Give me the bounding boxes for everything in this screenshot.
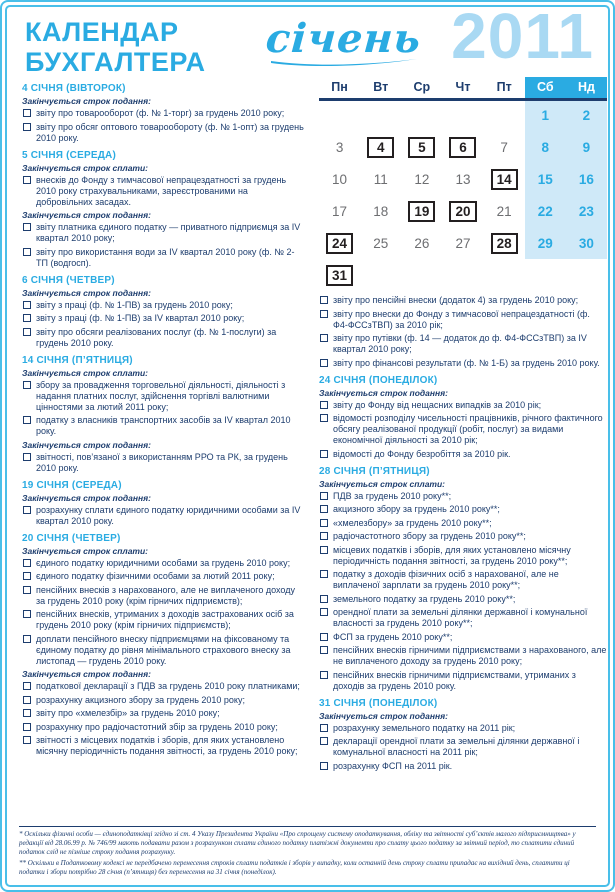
checkbox-icon[interactable] — [320, 334, 328, 342]
checklist-item — [22, 108, 306, 119]
checklist-item-text: акцизного збору за грудень 2010 року**; — [333, 504, 500, 514]
checklist-item-text: пенсійних внесків, утриманих з доходів застрахованих осіб за грудень 2010 року (крім гірничих підприємств); — [36, 609, 294, 630]
checklist-item — [22, 558, 306, 569]
footnote-tax-code: ** Оскільки в Податковому кодексі не передбачено перенесення строків сплати податків і зборів у випадку, коли останній день строку сплати припадає на вихідний день, сплатити ці податки і збори потрібно 28 січня (п’ятниця) без перенесення на 31 січня (понеділок). — [19, 859, 570, 876]
calendar-day-cell: 26 — [414, 235, 430, 251]
checklist-item-text: звіту з праці (ф. № 1-ПВ) за IV квартал 2010 року; — [36, 313, 245, 323]
month-title: січень — [264, 15, 424, 62]
calendar-day-cell: 13 — [455, 171, 471, 187]
checkbox-icon[interactable] — [23, 610, 31, 618]
checkbox-icon[interactable] — [320, 546, 328, 554]
calendar — [319, 77, 607, 291]
deadline-type-label: Закінчується строк подання: — [22, 210, 151, 220]
calendar-day-header: Сб — [525, 77, 566, 99]
checklist-item-text: орендної плати за земельні ділянки державної і комунальної власності за грудень 2010 року**; — [333, 607, 588, 628]
checklist-item-text: звіту про товарооборот (ф. № 1-торг) за грудень 2010 року; — [36, 108, 285, 118]
checkbox-icon[interactable] — [23, 572, 31, 580]
checkbox-icon[interactable] — [23, 123, 31, 131]
date-heading: 20 СІЧНЯ (ЧЕТВЕР) — [22, 532, 121, 544]
calendar-day-cell: 21 — [496, 203, 512, 219]
checkbox-icon[interactable] — [320, 646, 328, 654]
checklist-item-text: податкової декларації з ПДВ за грудень 2010 року платниками; — [36, 681, 300, 691]
calendar-day-cell: 2 — [566, 99, 607, 131]
checkbox-icon[interactable] — [320, 359, 328, 367]
checkbox-icon[interactable] — [320, 492, 328, 500]
deadline-day-box: 19 — [408, 201, 435, 222]
calendar-day-header: Чт — [442, 77, 483, 99]
date-heading: 28 СІЧНЯ (П’ЯТНИЦЯ) — [319, 465, 430, 477]
date-heading: 14 СІЧНЯ (П’ЯТНИЦЯ) — [22, 354, 133, 366]
checkbox-icon[interactable] — [23, 709, 31, 717]
checkbox-icon[interactable] — [23, 635, 31, 643]
checklist-item — [22, 722, 306, 733]
checkbox-icon[interactable] — [23, 453, 31, 461]
calendar-entry-section — [22, 355, 306, 474]
checklist-item — [22, 681, 306, 692]
checkbox-icon[interactable] — [320, 450, 328, 458]
calendar-week-row — [319, 227, 607, 259]
checklist-item-text: місцевих податків і зборів, для яких установлено місячну періодичність подання звітності, за грудень 2010 року**; — [333, 544, 571, 566]
checklist-item-text: збору за провадження торговельної діяльності, діяльності з надання платних послуг, здійснення торгівлі валютними цінностями за лютий 2011 року; — [36, 379, 286, 412]
checkbox-icon[interactable] — [320, 532, 328, 540]
calendar-entry-section — [22, 480, 306, 527]
checklist-item — [22, 708, 306, 719]
checklist-item — [22, 300, 306, 311]
calendar-day-cell: 7 — [500, 139, 508, 155]
checklist-item-text: пенсійних внесків гірничими підприємствами, утриманих з доходів за грудень 2010 року. — [333, 669, 576, 691]
calendar-day-cell: 30 — [566, 227, 607, 259]
calendar-day-header: Пн — [319, 77, 360, 99]
entries-column-right — [319, 295, 607, 774]
page-title-line1: КАЛЕНДАР — [25, 17, 179, 47]
month-title-wrap — [259, 15, 429, 68]
calendar-day-cell: 16 — [566, 163, 607, 195]
checklist-item — [319, 632, 607, 643]
deadline-type-label: Закінчується строк сплати: — [319, 478, 446, 489]
calendar-week-row — [319, 163, 607, 195]
checklist-item — [319, 518, 607, 529]
calendar-day-cell: 11 — [373, 171, 388, 187]
calendar-week-row — [319, 195, 607, 227]
calendar-day-cell — [401, 259, 442, 291]
checklist-item — [22, 505, 306, 527]
checkbox-icon[interactable] — [23, 248, 31, 256]
calendar-day-headers — [319, 77, 607, 99]
checklist-item-text: єдиного податку юридичними особами за грудень 2010 року; — [36, 557, 291, 568]
calendar-day-cell — [319, 259, 360, 291]
checkbox-icon[interactable] — [23, 559, 31, 567]
deadline-type-label: Закінчується строк подання: — [22, 96, 151, 106]
checklist-item — [22, 175, 306, 208]
checklist-item — [22, 735, 306, 757]
calendar-entry-section — [22, 275, 306, 349]
checklist-item-text: розрахунку про радіочастотний збір за грудень 2010 року; — [36, 721, 278, 732]
checklist-item — [22, 222, 306, 244]
deadline-day-box: 24 — [326, 233, 353, 254]
checklist-item-text: ПДВ за грудень 2010 року**; — [333, 490, 452, 501]
checkbox-icon[interactable] — [320, 595, 328, 603]
deadline-type-label: Закінчується строк подання: — [319, 387, 448, 398]
calendar-day-cell — [442, 195, 483, 227]
checklist-item — [319, 569, 607, 591]
checklist-item — [319, 594, 607, 605]
checklist-item-text: пенсійних внесків гірничими підприємствами з нарахованого, але не виплаченого доходу за грудень 2010 року; — [333, 645, 607, 666]
calendar-day-cell: 17 — [332, 203, 348, 219]
checklist-item — [319, 400, 607, 411]
checklist-item-text: звіту про обсяг оптового товарообороту (ф. № 1-опт) за грудень 2010 року. — [36, 121, 304, 143]
deadline-day-box: 20 — [449, 201, 476, 222]
checklist-item-text: відомості до Фонду безробіття за 2010 рік. — [333, 448, 511, 459]
checkbox-icon[interactable] — [320, 762, 328, 770]
checklist-item — [319, 736, 607, 758]
checklist-item-text: розрахунку сплати єдиного податку юридичними особами за IV квартал 2010 року. — [36, 504, 301, 526]
checklist-item — [319, 295, 607, 306]
checklist-item — [22, 585, 306, 607]
checklist-item — [319, 309, 607, 331]
deadline-type-label: Закінчується строк подання: — [319, 710, 448, 721]
checkbox-icon[interactable] — [320, 414, 328, 422]
checklist-item-text: податку з доходів фізичних осіб з нарахованої, але не виплаченої зарплати за грудень 2010 року**; — [333, 569, 559, 590]
checklist-item-text: земельного податку за грудень 2010 року**; — [333, 593, 516, 604]
checklist-item — [319, 545, 607, 567]
calendar-day-cell — [360, 131, 401, 163]
checklist-item — [22, 634, 306, 667]
calendar-day-cell: 23 — [566, 195, 607, 227]
checkbox-icon[interactable] — [320, 608, 328, 616]
calendar-day-cell — [401, 131, 442, 163]
checkbox-icon[interactable] — [23, 314, 31, 322]
checklist-item-text: звіту про обсяги реалізованих послуг (ф. № 1-послуги) за грудень 2010 року. — [36, 326, 277, 348]
checkbox-icon[interactable] — [23, 109, 31, 117]
calendar-entry-section — [319, 375, 607, 460]
calendar-day-cell — [442, 259, 483, 291]
calendar-day-cell — [401, 195, 442, 227]
checkbox-icon[interactable] — [23, 301, 31, 309]
checkbox-icon[interactable] — [23, 176, 31, 184]
checkbox-icon[interactable] — [320, 671, 328, 679]
calendar-day-cell: 12 — [414, 171, 430, 187]
calendar-day-header: Ср — [401, 77, 442, 99]
calendar-day-cell — [484, 99, 525, 131]
calendar-entry-section — [319, 698, 607, 772]
checkbox-icon[interactable] — [23, 223, 31, 231]
deadline-day-box: 14 — [491, 169, 518, 190]
calendar-entry-section — [22, 83, 306, 144]
calendar-day-cell: 8 — [525, 131, 566, 163]
page-title-line2: БУХГАЛТЕРА — [25, 47, 206, 78]
checklist-item — [22, 122, 306, 144]
calendar-day-cell — [401, 99, 442, 131]
checklist-item — [319, 358, 607, 369]
checkbox-icon[interactable] — [320, 505, 328, 513]
checkbox-icon[interactable] — [23, 723, 31, 731]
date-heading: 5 СІЧНЯ (СЕРЕДА) — [22, 149, 116, 161]
calendar-week-row — [319, 99, 607, 131]
deadline-day-box: 28 — [491, 233, 518, 254]
checklist-item — [319, 504, 607, 515]
checklist-item-text: пенсійних внесків з нарахованого, але не виплаченого доходу за грудень 2010 року (крім гірничих підприємств); — [36, 584, 295, 606]
checklist-item — [22, 609, 306, 631]
checkbox-icon[interactable] — [23, 736, 31, 744]
checklist-item-text: звіту про «хмелезбір» за грудень 2010 року; — [36, 708, 220, 718]
checklist-item-text: звітності з місцевих податків і зборів, для яких установлено місячну періодичність подання звітності, за грудень 2010 року; — [36, 735, 298, 756]
checklist-item-text: звіту платника єдиного податку — приватного підприємця за IV квартал 2010 року; — [36, 222, 301, 243]
checkbox-icon[interactable] — [320, 310, 328, 318]
checklist-item — [22, 415, 306, 437]
deadline-day-box: 31 — [326, 265, 353, 286]
checklist-item-text: розрахунку ФСП на 2011 рік. — [333, 760, 453, 771]
calendar-day-cell: 27 — [455, 235, 471, 251]
checkbox-icon[interactable] — [320, 570, 328, 578]
checkbox-icon[interactable] — [320, 519, 328, 527]
calendar-day-header: Нд — [566, 77, 607, 99]
checklist-item-text: звіту до Фонду від нещасних випадків за 2010 рік; — [333, 399, 542, 410]
checkbox-icon[interactable] — [23, 696, 31, 704]
checklist-item-text: «хмелезбору» за грудень 2010 року**; — [333, 517, 492, 528]
deadline-day-box: 6 — [449, 137, 476, 158]
checklist-item-text: звіту про пенсійні внески (додаток 4) за грудень 2010 року; — [333, 295, 579, 305]
checkbox-icon[interactable] — [320, 401, 328, 409]
checklist-item — [22, 247, 306, 269]
checklist-item-text: радіочастотного збору за грудень 2010 року**; — [333, 531, 526, 541]
calendar-entry-section — [319, 466, 607, 692]
checkbox-icon[interactable] — [23, 682, 31, 690]
footnote-single-tax: * Оскільки фізичні особи — єдиноподатківці згідно зі ст. 4 Указу Президента України «Про спрощену систему оподаткування, обліку та звітності суб’єктів малого підприємництва» у редакції від 28.06.99 р. № 746/99 мають подавати разом з розрахунком сплати єдиного податку платіжні документи про сплату цього податку за звітний період, то сплатити єдиний податок слід не пізніше строку подання розрахунку. — [19, 830, 576, 856]
checklist-item-text: внесків до Фонду з тимчасової непрацездатності за грудень 2010 року страхувальниками, зареєстрованими на добровільних засадах. — [36, 174, 287, 207]
checklist-item — [319, 531, 607, 542]
checkbox-icon[interactable] — [23, 416, 31, 424]
date-heading: 6 СІЧНЯ (ЧЕТВЕР) — [22, 274, 115, 286]
checkbox-icon[interactable] — [23, 381, 31, 389]
calendar-day-cell — [360, 99, 401, 131]
checklist-item-text: податку з власників транспортних засобів за IV квартал 2010 року. — [36, 415, 291, 436]
checklist-item — [319, 413, 607, 446]
checkbox-icon[interactable] — [320, 724, 328, 732]
calendar-week-row — [319, 131, 607, 163]
calendar-day-cell — [319, 99, 360, 131]
checklist-item-text: ФСП за грудень 2010 року**; — [333, 631, 453, 642]
calendar-entry-section — [22, 150, 306, 269]
checklist-item — [319, 670, 607, 692]
checklist-item-text: єдиного податку фізичними особами за лютий 2011 року; — [36, 571, 275, 581]
calendar-day-cell — [566, 259, 607, 291]
calendar-day-header: Пт — [484, 77, 525, 99]
checklist-item-text: звітності, пов’язаної з використанням РРО та РК, за грудень 2010 року. — [36, 451, 288, 473]
deadline-day-box: 5 — [408, 137, 435, 158]
calendar-day-cell — [484, 163, 525, 195]
calendar-day-cell: 1 — [525, 99, 566, 131]
calendar-entry-section — [22, 533, 306, 758]
checkbox-icon[interactable] — [320, 737, 328, 745]
checklist-item-text: відомості розподілу чисельності працівників, річного фактичного обсягу реалізованої продукції (робіт, послуг) за видами економічної діяльності за 2010 рік; — [333, 413, 603, 445]
deadline-type-label: Закінчується строк подання: — [22, 287, 151, 298]
calendar-day-cell — [319, 227, 360, 259]
calendar-day-cell — [525, 259, 566, 291]
calendar-entry-section — [319, 295, 607, 369]
calendar-day-cell — [442, 99, 483, 131]
calendar-day-cell — [484, 227, 525, 259]
entries-column-left — [22, 83, 306, 760]
calendar-day-cell: 22 — [525, 195, 566, 227]
deadline-type-label: Закінчується строк сплати: — [22, 545, 149, 556]
checklist-item — [22, 571, 306, 582]
checklist-item — [22, 327, 306, 349]
checklist-item — [22, 313, 306, 324]
calendar-day-cell: 3 — [335, 139, 344, 155]
checklist-item-text: звіту про використання води за IV квартал 2010 року (ф. № 2-ТП (водгосп). — [36, 246, 295, 268]
checklist-item-text: розрахунку акцизного збору за грудень 2010 року; — [36, 694, 245, 705]
calendar-day-cell: 15 — [525, 163, 566, 195]
checkbox-icon[interactable] — [23, 328, 31, 336]
checklist-item — [319, 333, 607, 355]
checklist-item — [22, 452, 306, 474]
deadline-type-label: Закінчується строк подання: — [22, 492, 151, 503]
deadline-type-label: Закінчується строк сплати: — [22, 162, 149, 173]
checklist-item-text: звіту про внески до Фонду з тимчасової непрацездатності (ф. Ф4-ФССзТВП) за 2010 рік; — [333, 308, 590, 330]
page-title — [25, 17, 206, 77]
deadline-day-box: 4 — [367, 137, 394, 158]
checkbox-icon[interactable] — [23, 586, 31, 594]
checkbox-icon[interactable] — [23, 506, 31, 514]
checkbox-icon[interactable] — [320, 296, 328, 304]
calendar-day-cell — [484, 259, 525, 291]
footnotes — [19, 826, 596, 879]
checklist-item — [22, 380, 306, 413]
checklist-item — [319, 491, 607, 502]
calendar-week-row — [319, 259, 607, 291]
deadline-type-label: Закінчується строк подання: — [22, 669, 151, 679]
calendar-day-cell: 18 — [373, 203, 389, 219]
checklist-item — [319, 723, 607, 734]
checklist-item-text: доплати пенсійного внеску підприємцями на фіксованому та єдиному податку до рівня мінімального страхового внеску за листопад — грудень 2010 року. — [36, 633, 291, 666]
calendar-day-cell — [360, 259, 401, 291]
calendar-day-header: Вт — [360, 77, 401, 99]
deadline-type-label: Закінчується строк подання: — [22, 439, 151, 450]
calendar-day-cell — [442, 131, 483, 163]
checkbox-icon[interactable] — [320, 633, 328, 641]
date-heading: 24 СІЧНЯ (ПОНЕДІЛОК) — [319, 374, 438, 386]
date-heading: 31 СІЧНЯ (ПОНЕДІЛОК) — [319, 697, 438, 709]
calendar-day-cell: 10 — [332, 171, 348, 187]
checklist-item — [319, 761, 607, 772]
date-heading: 4 СІЧНЯ (ВІВТОРОК) — [22, 83, 126, 94]
year-title: 2011 — [451, 5, 594, 72]
checklist-item-text: звіту з праці (ф. № 1-ПВ) за грудень 2010 року; — [36, 299, 233, 310]
date-heading: 19 СІЧНЯ (СЕРЕДА) — [22, 479, 122, 491]
checklist-item — [22, 695, 306, 706]
calendar-day-cell: 29 — [525, 227, 566, 259]
checklist-item — [319, 449, 607, 460]
checklist-item — [319, 607, 607, 629]
checklist-item-text: розрахунку земельного податку на 2011 рік; — [333, 722, 516, 733]
calendar-day-cell: 25 — [373, 235, 389, 251]
deadline-type-label: Закінчується строк сплати: — [22, 367, 149, 378]
calendar-table — [319, 77, 607, 291]
page-inner-frame — [5, 5, 610, 887]
checklist-item-text: декларації орендної плати за земельні ділянки державної і комунальної власності на 2011 рік; — [333, 736, 580, 757]
calendar-day-cell: 9 — [566, 131, 607, 163]
checklist-item-text: звіту про фінансові результати (ф. № 1-Б) за грудень 2010 року. — [333, 357, 600, 368]
checklist-item-text: звіту про путівки (ф. 14 — додаток до ф. Ф4-ФССзТВП) за IV квартал 2010 року; — [333, 333, 587, 354]
checklist-item — [319, 645, 607, 667]
